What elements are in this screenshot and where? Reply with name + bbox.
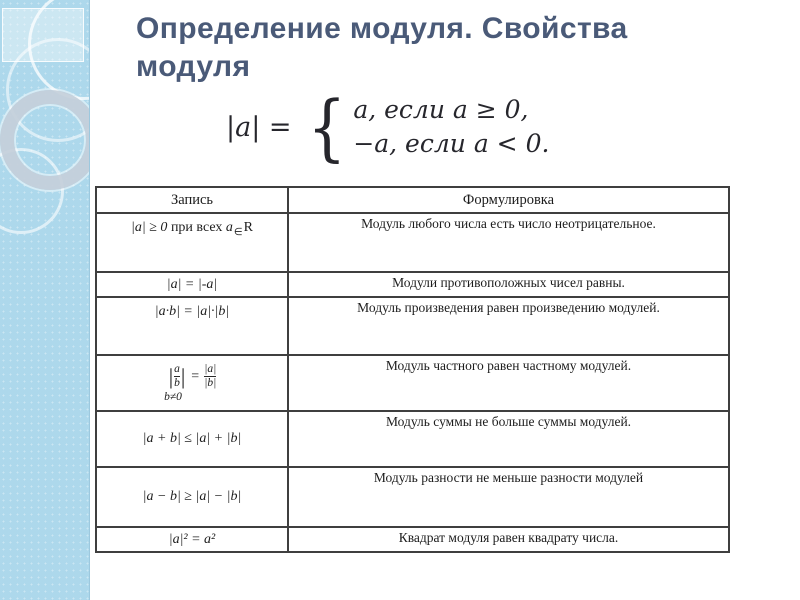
notation-math: |a| = |-a| bbox=[166, 276, 218, 292]
formula-lhs: |a| = bbox=[226, 111, 292, 143]
table-header-row bbox=[96, 187, 729, 213]
table-row bbox=[96, 272, 729, 297]
notation-set: R bbox=[243, 220, 253, 235]
fraction-condition: b≠0 bbox=[164, 391, 182, 403]
header-cell-formulation: Формулировка bbox=[288, 187, 729, 213]
decorative-ring bbox=[0, 90, 90, 190]
page-title: Определение модуля. Свойства модуля bbox=[136, 12, 628, 83]
equals-sign: = bbox=[191, 368, 200, 384]
notation-cell bbox=[96, 297, 288, 355]
header-cell-notation: Запись bbox=[96, 187, 288, 213]
notation-cell bbox=[96, 467, 288, 527]
formulation-cell: Модули противоположных чисел равны. bbox=[288, 272, 729, 297]
fraction-denominator: |b| bbox=[204, 377, 217, 389]
formula-case-line-2: −a, если a < 0. bbox=[353, 129, 550, 158]
table-row bbox=[96, 411, 729, 467]
formulation-cell: Модуль разности не меньше разности модулей bbox=[288, 467, 729, 527]
notation-cell bbox=[96, 272, 288, 297]
formula-cases bbox=[353, 93, 549, 161]
table-row bbox=[96, 213, 729, 272]
sidebar-decoration bbox=[0, 0, 90, 600]
fraction-denominator: b bbox=[174, 377, 180, 389]
notation-text: при всех bbox=[167, 220, 226, 235]
formula-brace: { bbox=[306, 85, 346, 169]
fraction-rhs bbox=[204, 363, 216, 390]
abs-bar: | bbox=[168, 363, 174, 389]
formula-case-line-1: a, если a ≥ 0, bbox=[353, 95, 529, 124]
fraction-numerator: a bbox=[174, 363, 180, 375]
element-of-sign: ∈ bbox=[233, 227, 243, 238]
formulation-cell: Модуль частного равен частному модулей. bbox=[288, 355, 729, 411]
notation-cell bbox=[96, 213, 288, 272]
properties-table bbox=[95, 186, 730, 553]
notation-var: a bbox=[225, 220, 233, 235]
quotient-formula bbox=[168, 363, 217, 390]
table-row bbox=[96, 467, 729, 527]
fraction-numerator: |a| bbox=[204, 363, 217, 375]
notation-math: |a − b| ≥ |a| − |b| bbox=[142, 489, 242, 504]
notation-math: |a|² = a² bbox=[168, 531, 216, 547]
notation-math: |a·b| = |a|·|b| bbox=[154, 304, 230, 319]
table-row bbox=[96, 297, 729, 355]
definition-formula bbox=[226, 85, 550, 169]
formulation-cell: Модуль произведения равен произведению модулей. bbox=[288, 297, 729, 355]
notation-math: |a + b| ≤ |a| + |b| bbox=[142, 431, 242, 446]
abs-bar: | bbox=[180, 363, 186, 389]
table-row bbox=[96, 527, 729, 552]
formulation-cell: Квадрат модуля равен квадрату числа. bbox=[288, 527, 729, 552]
formulation-cell: Модуль любого числа есть число неотрицательное. bbox=[288, 213, 729, 272]
notation-cell bbox=[96, 527, 288, 552]
formulation-cell: Модуль суммы не больше суммы модулей. bbox=[288, 411, 729, 467]
notation-math: |a| ≥ 0 bbox=[131, 220, 168, 235]
table-row bbox=[96, 355, 729, 411]
notation-cell bbox=[96, 411, 288, 467]
notation-cell bbox=[96, 355, 288, 411]
